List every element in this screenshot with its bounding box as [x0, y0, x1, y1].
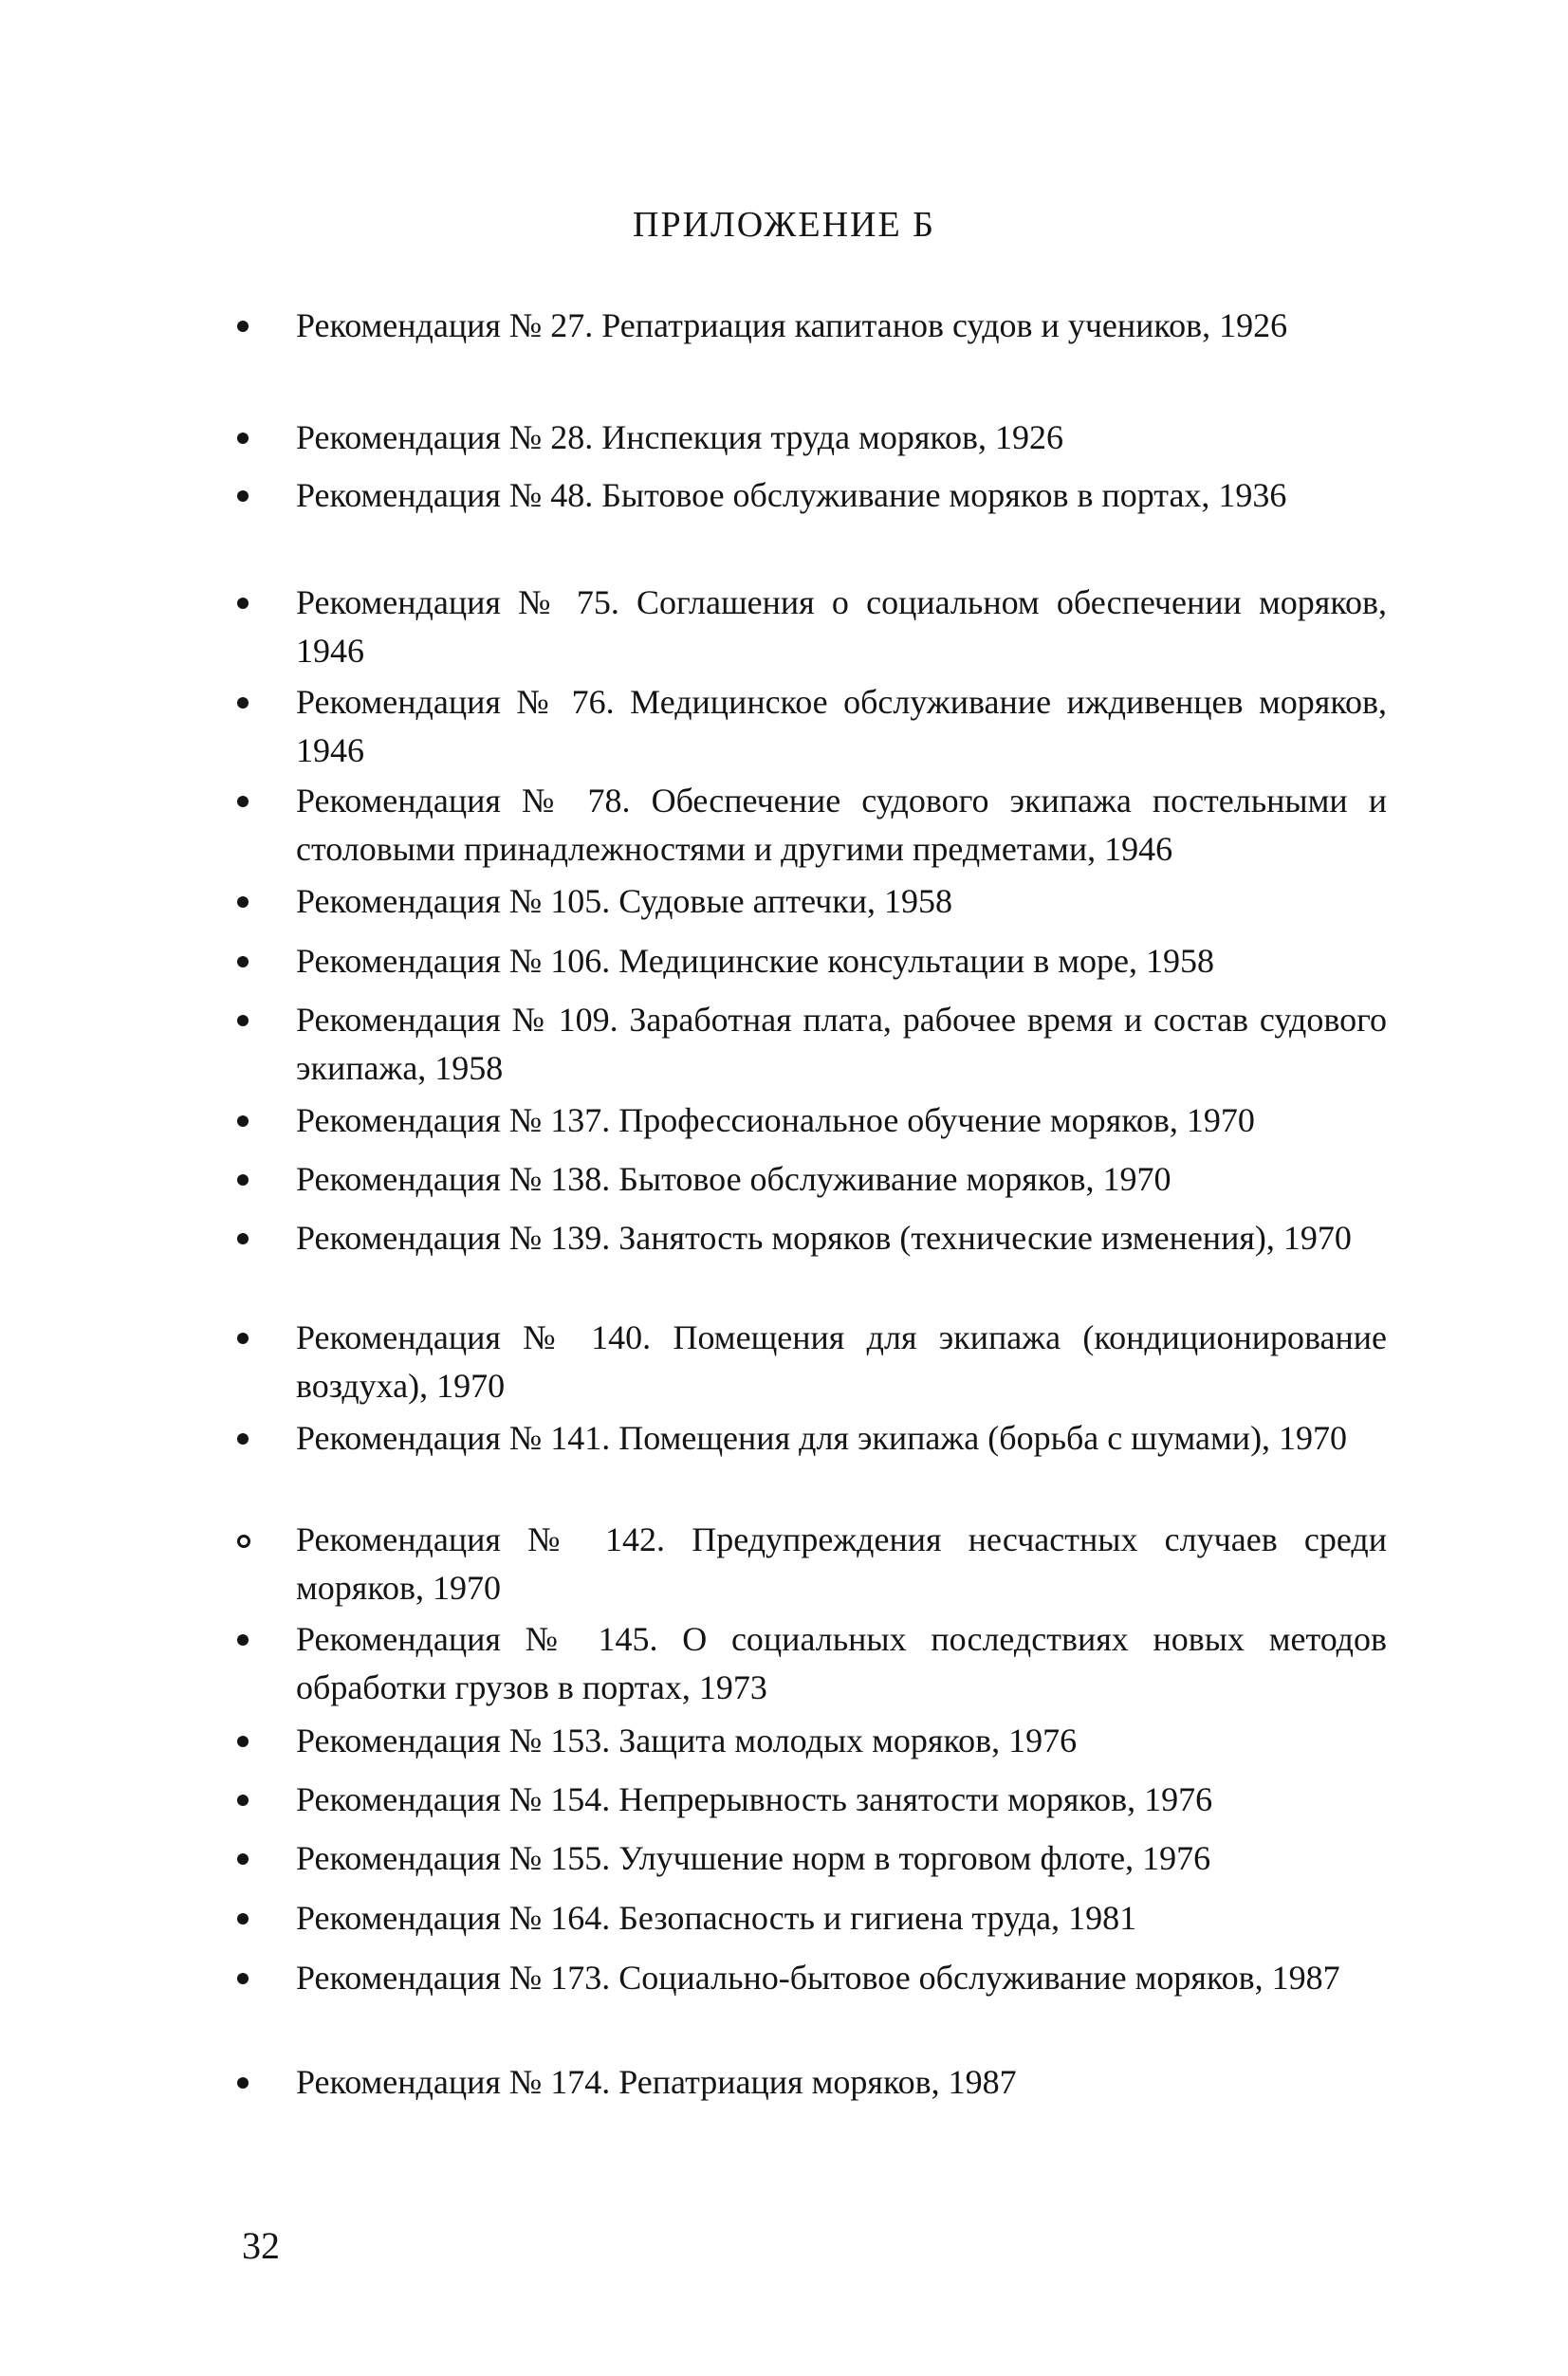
bullet-icon — [237, 1333, 249, 1344]
bullet-icon — [237, 1433, 249, 1445]
list-item-text: Рекомендация № 173. Социально-бытовое обслуживание моряков, 1987 — [296, 1959, 1340, 1997]
list-item-text: Рекомендация № 174. Репатриация моряков, 1987 — [296, 2063, 1017, 2101]
list-item-text: Рекомендация № 153. Защита молодых моряков, 1976 — [296, 1722, 1078, 1759]
list-item-text: Рекомендация № 48. Бытовое обслуживание моряков в портах, 1936 — [296, 476, 1287, 514]
page-number: 32 — [242, 2224, 280, 2267]
list-item-text: Рекомендация № 140. Помещения для экипажа (кондиционирование воздуха), 1970 — [296, 1318, 1387, 1405]
bullet-icon — [237, 1233, 249, 1244]
list-item-text: Рекомендация № 139. Занятость моряков (технические изменения), 1970 — [296, 1219, 1352, 1257]
list-item-text: Рекомендация № 76. Медицинское обслуживание иждивенцев моряков, 1946 — [296, 683, 1387, 769]
bullet-icon — [237, 321, 249, 332]
page-title: ПРИЛОЖЕНИЕ Б — [633, 205, 935, 245]
bullet-icon — [237, 1913, 249, 1925]
list-item-text: Рекомендация № 154. Непрерывность занятости моряков, 1976 — [296, 1780, 1213, 1818]
list-item-text: Рекомендация № 28. Инспекция труда моряков, 1926 — [296, 418, 1064, 456]
list-item-text: Рекомендация № 137. Профессиональное обучение моряков, 1970 — [296, 1101, 1255, 1139]
bullet-icon — [237, 1853, 249, 1865]
list-item-text: Рекомендация № 78. Обеспечение судового экипажа постельными и столовыми принадлежностями и другими предметами, 1946 — [296, 782, 1387, 868]
bullet-icon — [237, 1634, 249, 1646]
bullet-icon — [237, 2077, 249, 2089]
list-item-text: Рекомендация № 138. Бытовое обслуживание моряков, 1970 — [296, 1160, 1171, 1198]
list-item-text: Рекомендация № 27. Репатриация капитанов судов и учеников, 1926 — [296, 306, 1288, 344]
bullet-icon — [237, 1795, 249, 1806]
bullet-icon — [237, 598, 249, 609]
list-item-text: Рекомендация № 106. Медицинские консультации в море, 1958 — [296, 942, 1214, 980]
bullet-icon — [237, 1973, 249, 1984]
list-item-text: Рекомендация № 109. Заработная плата, рабочее время и состав судового экипажа, 1958 — [296, 1001, 1387, 1087]
bullet-icon — [237, 1535, 250, 1548]
bullet-icon — [237, 433, 249, 444]
list-item-text: Рекомендация № 164. Безопасность и гигиена труда, 1981 — [296, 1899, 1137, 1937]
bullet-icon — [237, 697, 249, 709]
bullet-icon — [237, 796, 249, 807]
bullet-icon — [237, 1174, 249, 1186]
list-item-text: Рекомендация № 75. Соглашения о социальном обеспечении моряков, 1946 — [296, 583, 1387, 670]
bullet-icon — [237, 956, 249, 967]
bullet-icon — [237, 896, 249, 908]
list-item-text: Рекомендация № 141. Помещения для экипажа (борьба с шумами), 1970 — [296, 1419, 1348, 1457]
list-item-text: Рекомендация № 142. Предупреждения несчастных случаев среди моряков, 1970 — [296, 1520, 1387, 1607]
bullet-icon — [237, 1736, 249, 1747]
list-item-text: Рекомендация № 155. Улучшение норм в торговом флоте, 1976 — [296, 1839, 1211, 1877]
bullet-icon — [237, 1015, 249, 1026]
list-item-text: Рекомендация № 105. Судовые аптечки, 1958 — [296, 882, 953, 920]
bullet-icon — [237, 490, 249, 502]
bullet-icon — [237, 1115, 249, 1127]
list-item-text: Рекомендация № 145. О социальных последствиях новых методов обработки грузов в портах, 1973 — [296, 1620, 1387, 1706]
